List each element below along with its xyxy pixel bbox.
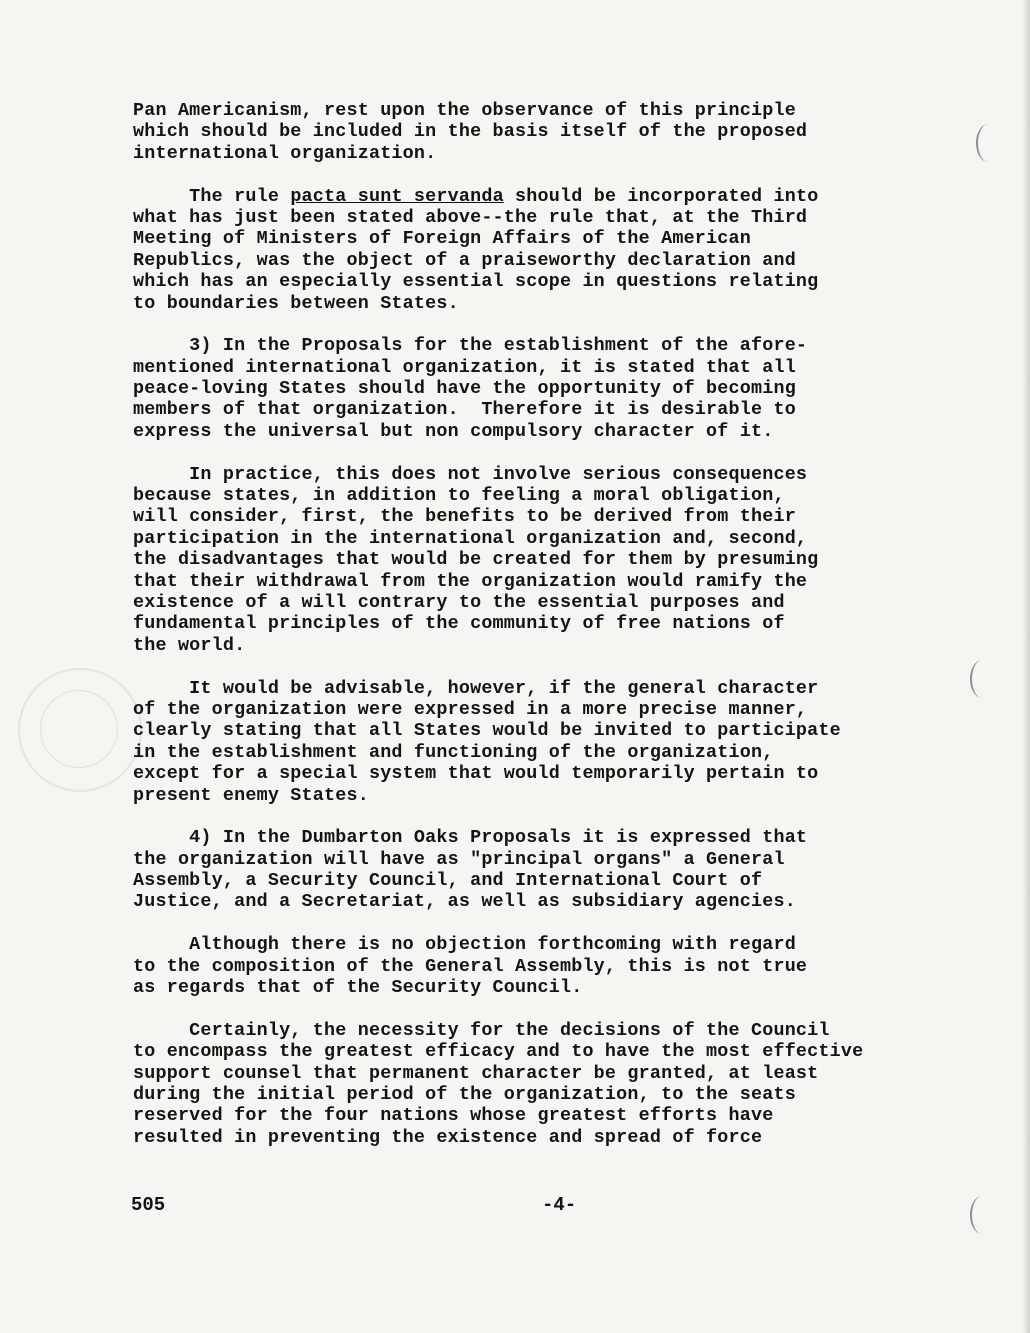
text-line: mentioned international organization, it is stated that all	[133, 356, 796, 378]
text-line: reserved for the four nations whose greatest efforts have	[133, 1105, 774, 1127]
text-line: peace-loving States should have the opportunity of becoming	[133, 378, 796, 400]
text-line: during the initial period of the organization, to the seats	[133, 1083, 796, 1105]
text-line: to boundaries between States.	[133, 292, 459, 314]
text-line: because states, in addition to feeling a moral obligation,	[133, 485, 785, 507]
paragraph-gap	[133, 998, 983, 1019]
text-line: to encompass the greatest efficacy and to have the most effective	[133, 1041, 864, 1063]
text-line: international organization.	[133, 142, 437, 164]
text-line: will consider, first, the benefits to be derived from their	[133, 506, 796, 528]
text-line: that their withdrawal from the organization would ramify the	[133, 570, 808, 592]
text-line: the disadvantages that would be created for them by presuming	[133, 549, 819, 571]
text-line: existence of a will contrary to the essential purposes and	[133, 591, 785, 613]
text-line: It would be advisable, however, if the general character	[133, 677, 819, 699]
text-line: Justice, and a Secretariat, as well as subsidiary agencies.	[133, 891, 796, 913]
paragraph-gap	[133, 442, 983, 463]
text-line: to the composition of the General Assembly, this is not true	[133, 955, 808, 977]
text-line: which has an especially essential scope in questions relating	[133, 271, 819, 293]
text-line: present enemy States.	[133, 784, 369, 806]
text-line: In practice, this does not involve serious consequences	[133, 463, 808, 485]
punch-hole-bottom	[970, 1196, 994, 1234]
text-line: Assembly, a Security Council, and International Court of	[133, 870, 763, 892]
text-line: Meeting of Ministers of Foreign Affairs of the American	[133, 228, 751, 250]
text-line: Certainly, the necessity for the decisions of the Council	[133, 1019, 830, 1041]
text-line: Republics, was the object of a praiseworthy declaration and	[133, 249, 796, 271]
text-line: participation in the international organization and, second,	[133, 527, 808, 549]
archive-stamp-inner-ring	[40, 690, 118, 768]
paragraph-gap	[133, 913, 983, 934]
paragraph-gap	[133, 164, 983, 185]
text-line: which should be included in the basis itself of the proposed	[133, 121, 808, 143]
text-line: fundamental principles of the community of free nations of	[133, 613, 785, 635]
paragraph-gap	[133, 806, 983, 827]
text-line: of the organization were expressed in a more precise manner,	[133, 698, 808, 720]
text-line: except for a special system that would temporarily pertain to	[133, 763, 819, 785]
text-line: express the universal but non compulsory character of it.	[133, 420, 774, 442]
text-line: as regards that of the Security Council.	[133, 977, 583, 999]
text-line: members of that organization. Therefore it is desirable to	[133, 399, 796, 421]
text-line: The rule pacta sunt servanda should be incorporated into	[133, 185, 819, 207]
archive-stamp-seal	[18, 668, 142, 792]
text-line: Pan Americanism, rest upon the observance of this principle	[133, 100, 796, 121]
page-number: -4-	[542, 1194, 577, 1216]
text-line: the organization will have as "principal organs" a General	[133, 848, 785, 870]
underlined-phrase: pacta sunt servanda	[290, 185, 504, 207]
text-line: 4) In the Dumbarton Oaks Proposals it is expressed that	[133, 827, 808, 849]
text-line: in the establishment and functioning of the organization,	[133, 741, 774, 763]
text-line: resulted in preventing the existence and spread of force	[133, 1126, 763, 1148]
page-edge-shadow	[1022, 0, 1030, 1333]
text-line: 3) In the Proposals for the establishment of the afore-	[133, 335, 808, 357]
text-line: what has just been stated above--the rule that, at the Third	[133, 206, 808, 228]
text-line: Although there is no objection forthcoming with regard	[133, 934, 796, 956]
text-line: support counsel that permanent character be granted, at least	[133, 1062, 819, 1084]
document-body-text	[133, 100, 983, 1148]
document-number: 505	[131, 1194, 166, 1216]
paragraph-gap	[133, 314, 983, 335]
text-line: clearly stating that all States would be invited to participate	[133, 720, 841, 742]
text-line: the world.	[133, 634, 246, 656]
paragraph-gap	[133, 656, 983, 677]
